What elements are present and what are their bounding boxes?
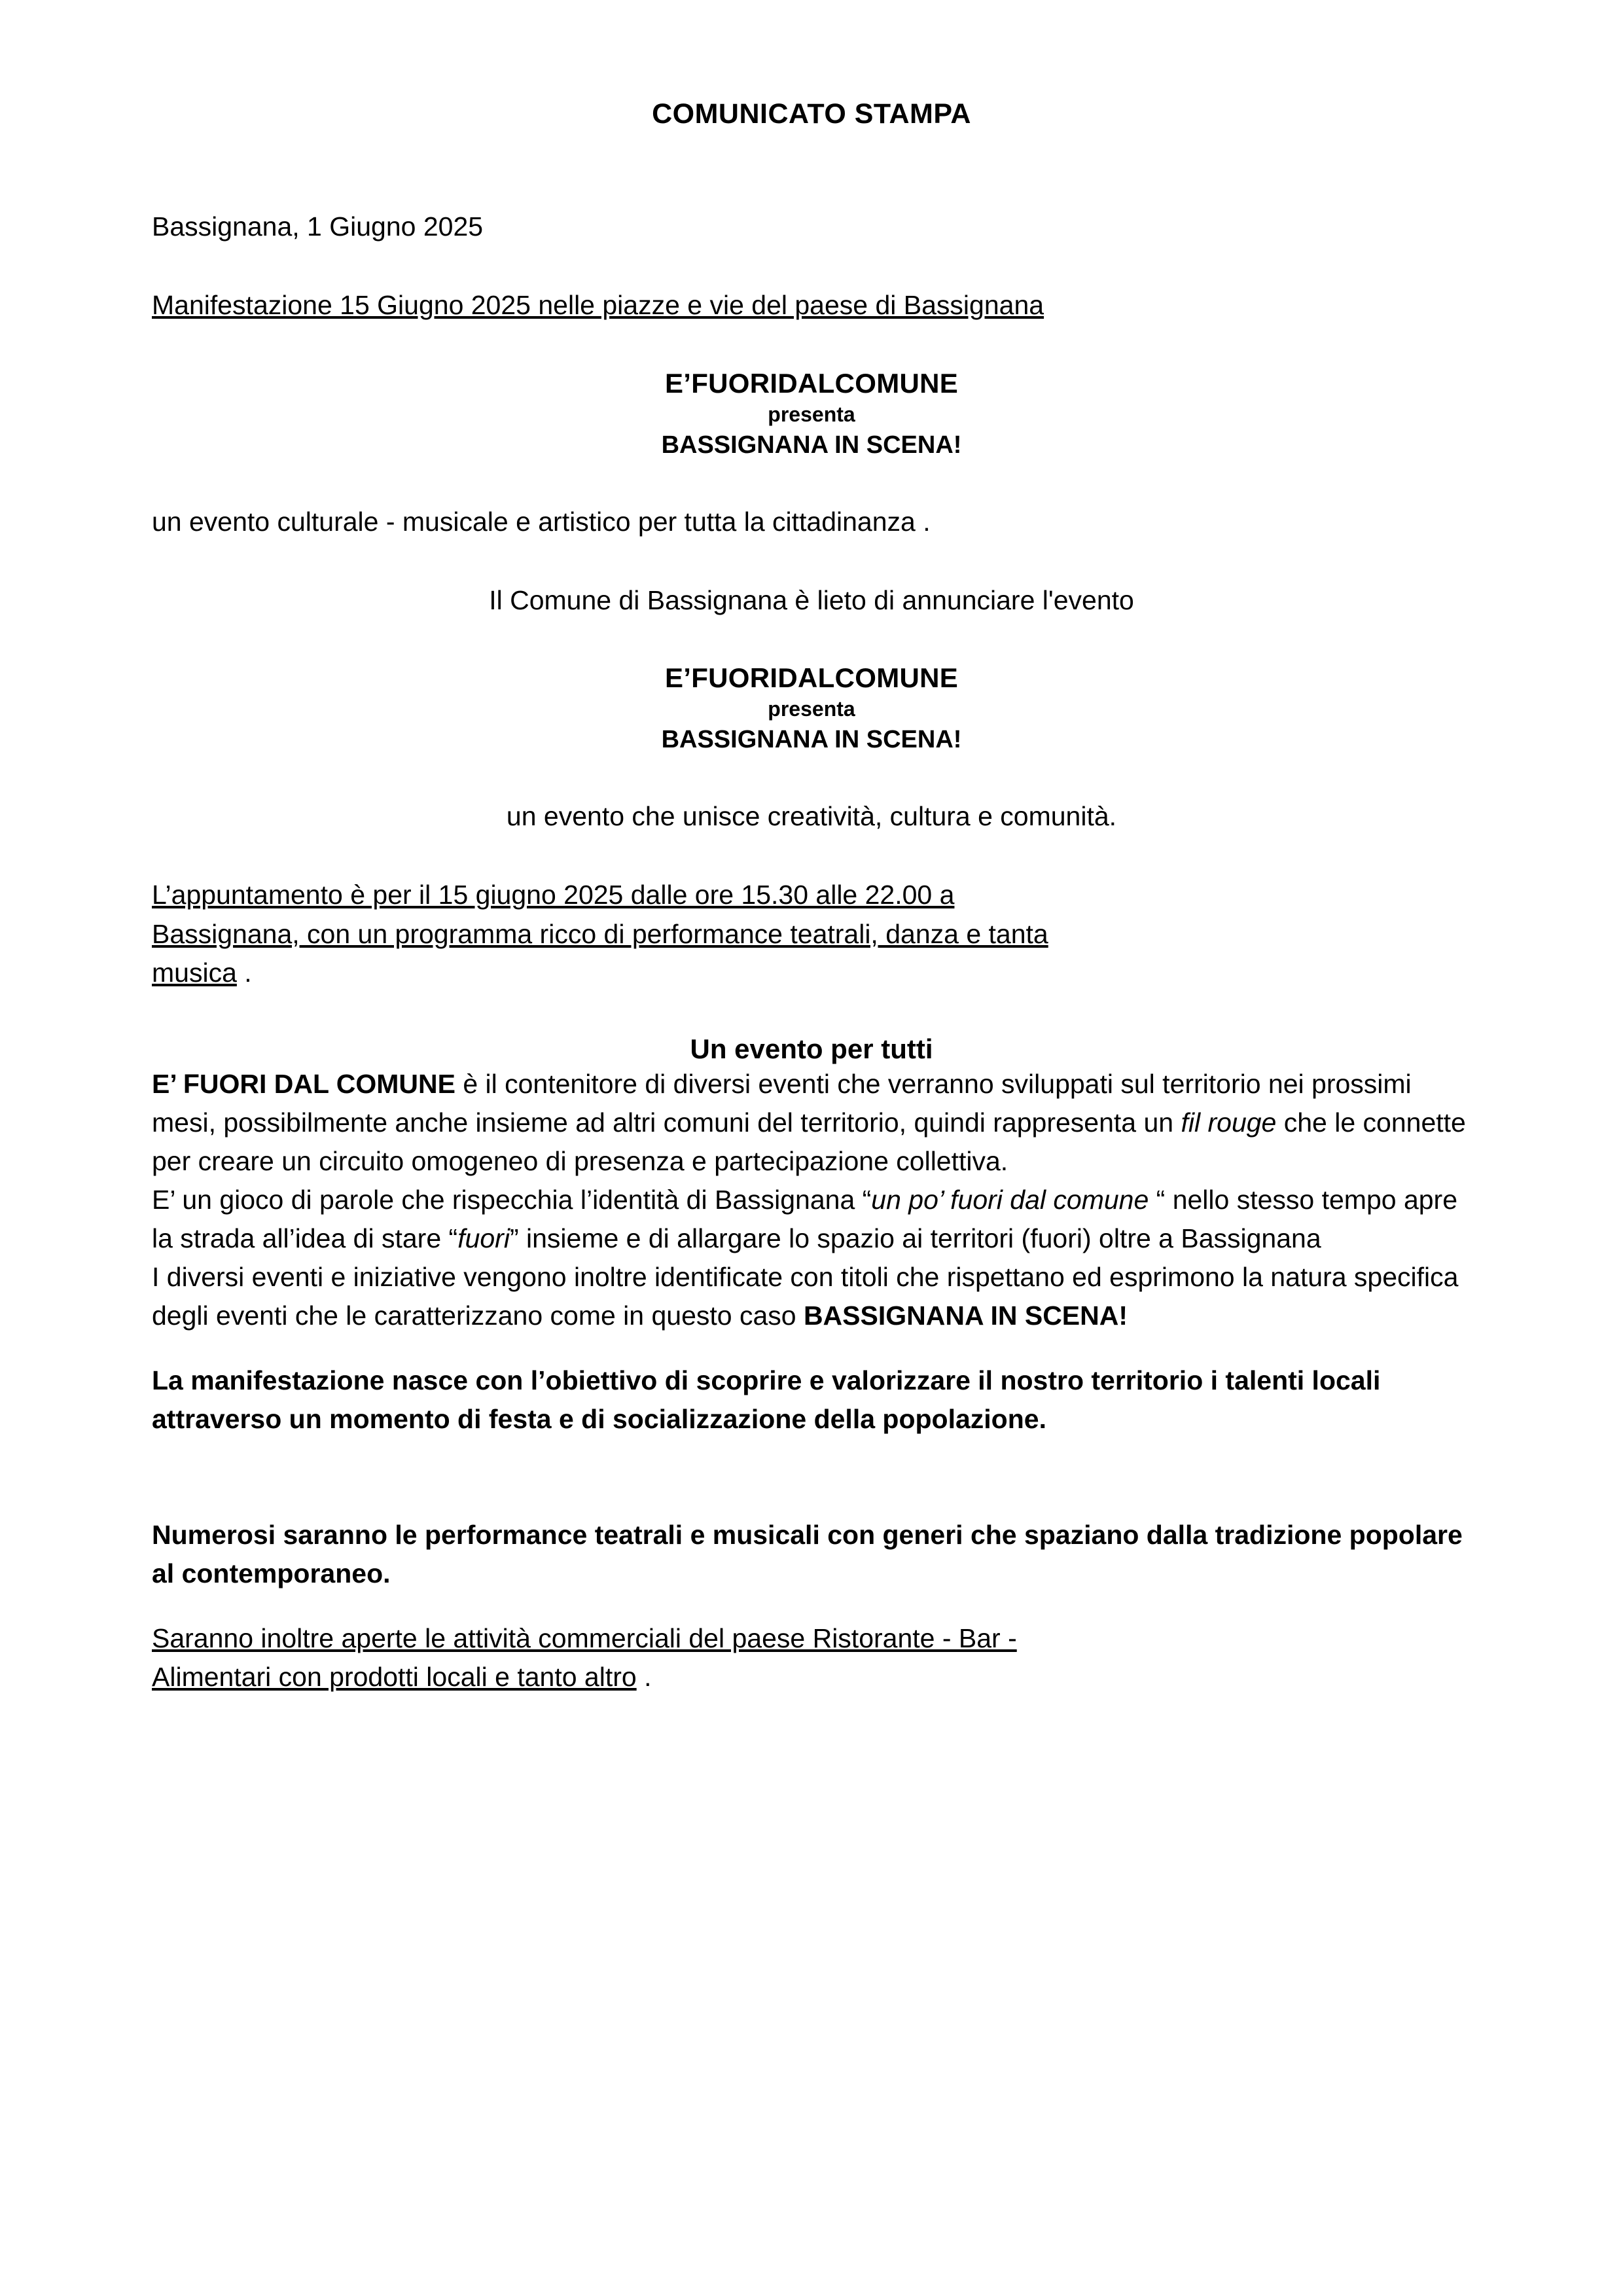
- intro-paragraph-1: un evento culturale - musicale e artistico per tutta la cittadinanza .: [152, 507, 931, 537]
- intro-paragraph-3: un evento che unisce creatività, cultura e comunità.: [506, 801, 1117, 832]
- spacer: [152, 993, 1471, 1033]
- brand-name-2: E’FUORIDALCOMUNE: [664, 662, 959, 693]
- spacer: [152, 462, 1471, 503]
- intro-paragraph-2: Il Comune di Bassignana è lieto di annunciare l'evento: [489, 585, 1134, 616]
- commercial-line-2: Alimentari con prodotti locali e tanto altro .: [152, 1662, 652, 1693]
- spacer: [152, 1335, 1471, 1361]
- event-subtitle-1: BASSIGNANA IN SCENA!: [661, 431, 962, 459]
- appointment-line-2: Bassignana, con un programma ricco di performance teatrali, danza e tanta: [152, 918, 1048, 949]
- spacer: [152, 835, 1471, 876]
- spacer: [152, 1439, 1471, 1516]
- appointment-line-3: musica .: [152, 958, 252, 988]
- spacer: [152, 325, 1471, 366]
- body-paragraph-2: E’ un gioco di parole che rispecchia l’identità di Bassignana “un po’ fuori dal comune “ nello stesso tempo apre la strada all’idea di stare “fuori” insieme e di allargare lo spazio ai territori (fuori) oltre a Bassignana: [152, 1184, 1458, 1253]
- body-paragraph-1: E’ FUORI DAL COMUNE è il contenitore di diversi eventi che verranno sviluppati sul territorio nei prossimi mesi, possibilmente anche insieme ad altri comuni del territorio, quindi rappresenta un fil rouge che le connette per creare un circuito omogeneo di presenza e partecipazione collettiva.: [152, 1068, 1466, 1176]
- commercial-line-1: Saranno inoltre aperte le attività commerciali del paese Ristorante - Bar -: [152, 1623, 1017, 1653]
- spacer: [152, 541, 1471, 581]
- spacer: [152, 620, 1471, 660]
- spacer: [152, 1593, 1471, 1619]
- spacer: [152, 245, 1471, 286]
- event-subtitle-2: BASSIGNANA IN SCENA!: [661, 725, 962, 753]
- spacer: [152, 757, 1471, 797]
- document-title: COMUNICATO STAMPA: [652, 98, 971, 130]
- objective-paragraph: La manifestazione nasce con l’obiettivo di scoprire e valorizzare il nostro territorio i talenti locali attraverso un momento di festa e di socializzazione della popolazione.: [152, 1365, 1381, 1434]
- section-heading: Un evento per tutti: [690, 1033, 933, 1064]
- spacer: [152, 130, 1471, 207]
- body-paragraph-3: I diversi eventi e iniziative vengono inoltre identificate con titoli che rispettano ed esprimono la natura specifica degli eventi che le caratterizzano come in questo caso BASSIGNANA IN SCENA!: [152, 1261, 1459, 1331]
- event-line: Manifestazione 15 Giugno 2025 nelle piazze e vie del paese di Bassignana: [152, 290, 1044, 321]
- brand-name-1: E’FUORIDALCOMUNE: [664, 367, 959, 399]
- performances-paragraph: Numerosi saranno le performance teatrali e musicali con generi che spaziano dalla tradizione popolare al contemporaneo.: [152, 1519, 1463, 1588]
- presenta-label-2: presenta: [768, 697, 855, 721]
- dateline: Bassignana, 1 Giugno 2025: [152, 211, 484, 242]
- presenta-label-1: presenta: [768, 403, 855, 427]
- appointment-line-1: L’appuntamento è per il 15 giugno 2025 dalle ore 15.30 alle 22.00 a: [152, 880, 955, 910]
